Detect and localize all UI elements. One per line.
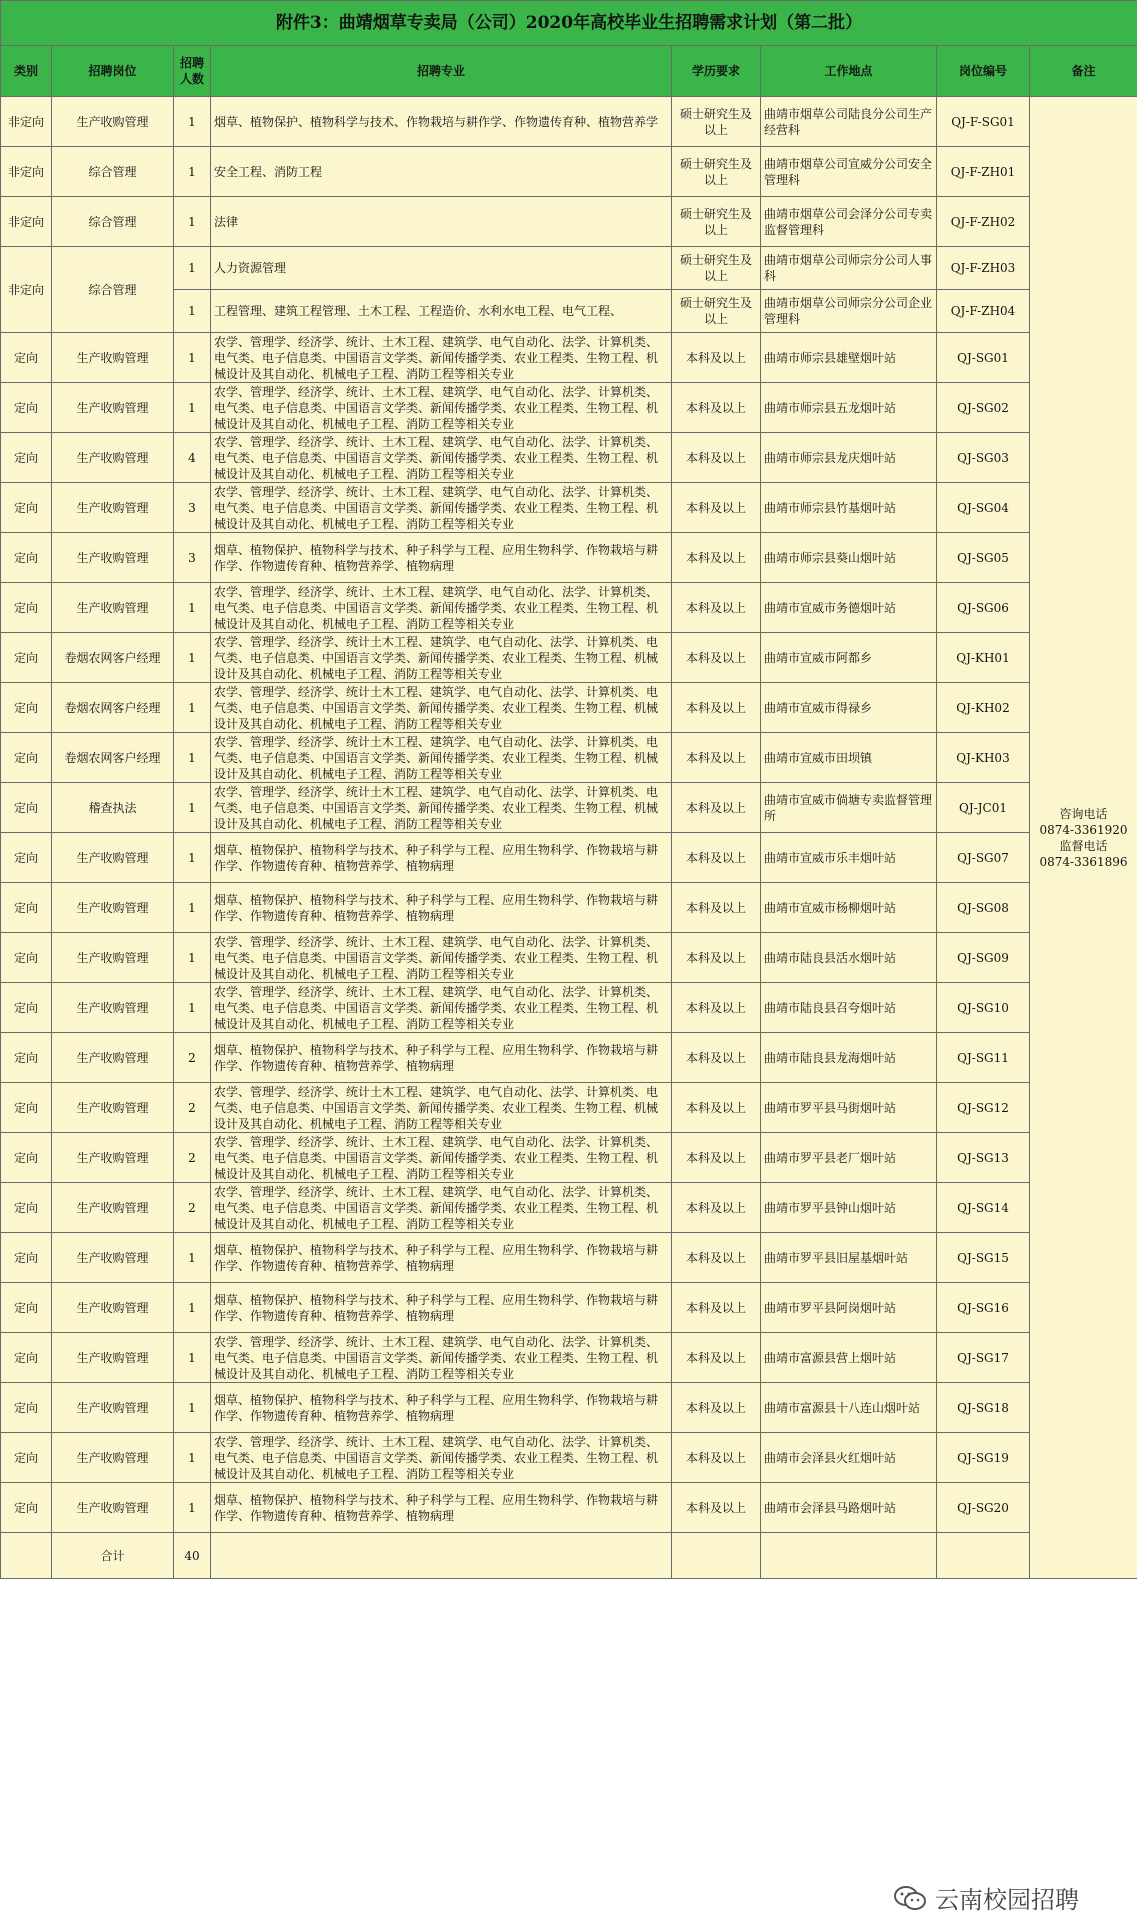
category-cell: 定向 [1, 533, 52, 583]
education-cell: 硕士研究生及以上 [672, 97, 761, 147]
header-education: 学历要求 [672, 46, 761, 97]
note-consult-label: 咨询电话 [1059, 806, 1108, 821]
position-cell: 生产收购管理 [52, 433, 174, 483]
table-row [1, 247, 1137, 290]
education-cell: 本科及以上 [672, 1233, 761, 1283]
category-cell: 定向 [1, 933, 52, 983]
count-cell: 1 [174, 1283, 211, 1333]
category-cell: 非定向 [1, 247, 52, 333]
major-cell: 农学、管理学、经济学、统计、土木工程、建筑学、电气自动化、法学、计算机类、电气类、电子信息类、中国语言文学类、新闻传播学类、农业工程类、生物工程、机械设计及其自动化、机械电子工程、消防工程等相关专业 [211, 1183, 672, 1233]
count-cell: 1 [174, 783, 211, 833]
table-row [1, 1283, 1137, 1333]
education-cell: 硕士研究生及以上 [672, 197, 761, 247]
table-row [1, 883, 1137, 933]
header-category: 类别 [1, 46, 52, 97]
category-cell: 定向 [1, 483, 52, 533]
total-row [1, 1533, 1137, 1579]
education-cell: 本科及以上 [672, 683, 761, 733]
location-cell: 曲靖市罗平县旧屋基烟叶站 [761, 1233, 937, 1283]
category-cell: 定向 [1, 1483, 52, 1533]
education-cell: 本科及以上 [672, 383, 761, 433]
note-cell [1030, 97, 1137, 1579]
category-cell: 定向 [1, 1433, 52, 1483]
total-count: 40 [174, 1533, 211, 1579]
position-cell: 卷烟农网客户经理 [52, 633, 174, 683]
count-cell: 1 [174, 383, 211, 433]
major-cell: 农学、管理学、经济学、统计、土木工程、建筑学、电气自动化、法学、计算机类、电气类、电子信息类、中国语言文学类、新闻传播学类、农业工程类、生物工程、机械设计及其自动化、机械电子工程、消防工程等相关专业 [211, 1433, 672, 1483]
code-cell: QJ-SG15 [937, 1233, 1030, 1283]
code-cell: QJ-F-ZH01 [937, 147, 1030, 197]
count-cell: 2 [174, 1033, 211, 1083]
table-row [1, 1233, 1137, 1283]
major-cell: 农学、管理学、经济学、统计土木工程、建筑学、电气自动化、法学、计算机类、电气类、电子信息类、中国语言文学类、新闻传播学类、农业工程类、生物工程、机械设计及其自动化、机械电子工程、消防工程等相关专业 [211, 1083, 672, 1133]
major-cell: 农学、管理学、经济学、统计、土木工程、建筑学、电气自动化、法学、计算机类、电气类、电子信息类、中国语言文学类、新闻传播学类、农业工程类、生物工程、机械设计及其自动化、机械电子工程、消防工程等相关专业 [211, 433, 672, 483]
education-cell: 本科及以上 [672, 1133, 761, 1183]
code-cell: QJ-F-ZH02 [937, 197, 1030, 247]
category-cell: 非定向 [1, 97, 52, 147]
count-cell: 1 [174, 933, 211, 983]
education-cell: 本科及以上 [672, 1033, 761, 1083]
major-cell: 安全工程、消防工程 [211, 147, 672, 197]
code-cell: QJ-SG20 [937, 1483, 1030, 1533]
code-cell: QJ-SG04 [937, 483, 1030, 533]
total-empty-code [937, 1533, 1030, 1579]
category-cell: 定向 [1, 383, 52, 433]
count-cell: 1 [174, 1383, 211, 1433]
category-cell: 定向 [1, 1383, 52, 1433]
position-cell: 生产收购管理 [52, 1333, 174, 1383]
major-cell: 烟草、植物保护、植物科学与技术、种子科学与工程、应用生物科学、作物栽培与耕作学、作物遗传育种、植物营养学、植物病理 [211, 833, 672, 883]
location-cell: 曲靖市师宗县竹基烟叶站 [761, 483, 937, 533]
location-cell: 曲靖市师宗县五龙烟叶站 [761, 383, 937, 433]
education-cell: 本科及以上 [672, 433, 761, 483]
count-cell: 1 [174, 97, 211, 147]
table-row [1, 633, 1137, 683]
table-row [1, 533, 1137, 583]
count-cell: 4 [174, 433, 211, 483]
code-cell: QJ-SG05 [937, 533, 1030, 583]
location-cell: 曲靖市师宗县龙庆烟叶站 [761, 433, 937, 483]
count-cell: 1 [174, 1333, 211, 1383]
code-cell: QJ-SG09 [937, 933, 1030, 983]
header-major: 招聘专业 [211, 46, 672, 97]
major-cell: 烟草、植物保护、植物科学与技术、作物栽培与耕作学、作物遗传育种、植物营养学 [211, 97, 672, 147]
watermark-text: 云南校园招聘 [935, 1886, 1079, 1914]
education-cell: 本科及以上 [672, 883, 761, 933]
education-cell: 本科及以上 [672, 333, 761, 383]
location-cell: 曲靖市陆良县龙海烟叶站 [761, 1033, 937, 1083]
education-cell: 本科及以上 [672, 733, 761, 783]
category-cell: 定向 [1, 883, 52, 933]
category-cell: 定向 [1, 683, 52, 733]
position-cell: 生产收购管理 [52, 1133, 174, 1183]
position-cell: 生产收购管理 [52, 97, 174, 147]
location-cell: 曲靖市烟草公司宣威分公司安全管理科 [761, 147, 937, 197]
count-cell: 1 [174, 290, 211, 333]
major-cell: 农学、管理学、经济学、统计、土木工程、建筑学、电气自动化、法学、计算机类、电气类、电子信息类、中国语言文学类、新闻传播学类、农业工程类、生物工程、机械设计及其自动化、机械电子工程、消防工程等相关专业 [211, 1333, 672, 1383]
table-row [1, 1083, 1137, 1133]
table-row [1, 983, 1137, 1033]
position-cell: 生产收购管理 [52, 583, 174, 633]
location-cell: 曲靖市罗平县老厂烟叶站 [761, 1133, 937, 1183]
table-row [1, 833, 1137, 883]
major-cell: 烟草、植物保护、植物科学与技术、种子科学与工程、应用生物科学、作物栽培与耕作学、作物遗传育种、植物营养学、植物病理 [211, 1233, 672, 1283]
total-label: 合计 [52, 1533, 174, 1579]
table-row [1, 1483, 1137, 1533]
code-cell: QJ-SG12 [937, 1083, 1030, 1133]
code-cell: QJ-SG14 [937, 1183, 1030, 1233]
count-cell: 1 [174, 983, 211, 1033]
major-cell: 农学、管理学、经济学、统计土木工程、建筑学、电气自动化、法学、计算机类、电气类、电子信息类、中国语言文学类、新闻传播学类、农业工程类、生物工程、机械设计及其自动化、机械电子工程、消防工程等相关专业 [211, 733, 672, 783]
major-cell: 农学、管理学、经济学、统计、土木工程、建筑学、电气自动化、法学、计算机类、电气类、电子信息类、中国语言文学类、新闻传播学类、农业工程类、生物工程、机械设计及其自动化、机械电子工程、消防工程等相关专业 [211, 1133, 672, 1183]
table-row [1, 333, 1137, 383]
count-cell: 1 [174, 197, 211, 247]
count-cell: 3 [174, 533, 211, 583]
major-cell: 农学、管理学、经济学、统计土木工程、建筑学、电气自动化、法学、计算机类、电气类、电子信息类、中国语言文学类、新闻传播学类、农业工程类、生物工程、机械设计及其自动化、机械电子工程、消防工程等相关专业 [211, 633, 672, 683]
major-cell: 农学、管理学、经济学、统计、土木工程、建筑学、电气自动化、法学、计算机类、电气类、电子信息类、中国语言文学类、新闻传播学类、农业工程类、生物工程、机械设计及其自动化、机械电子工程、消防工程等相关专业 [211, 333, 672, 383]
code-cell: QJ-SG19 [937, 1433, 1030, 1483]
position-cell: 生产收购管理 [52, 383, 174, 433]
header-position: 招聘岗位 [52, 46, 174, 97]
position-cell: 生产收购管理 [52, 1483, 174, 1533]
header-row [1, 46, 1137, 97]
location-cell: 曲靖市宣威市乐丰烟叶站 [761, 833, 937, 883]
category-cell: 定向 [1, 983, 52, 1033]
count-cell: 1 [174, 633, 211, 683]
location-cell: 曲靖市宣威市得禄乡 [761, 683, 937, 733]
education-cell: 本科及以上 [672, 1183, 761, 1233]
table-row [1, 147, 1137, 197]
education-cell: 本科及以上 [672, 933, 761, 983]
location-cell: 曲靖市罗平县马街烟叶站 [761, 1083, 937, 1133]
location-cell: 曲靖市会泽县火红烟叶站 [761, 1433, 937, 1483]
code-cell: QJ-SG13 [937, 1133, 1030, 1183]
major-cell: 人力资源管理 [211, 247, 672, 290]
code-cell: QJ-SG18 [937, 1383, 1030, 1433]
position-cell: 生产收购管理 [52, 933, 174, 983]
location-cell: 曲靖市烟草公司陆良分公司生产经营科 [761, 97, 937, 147]
location-cell: 曲靖市陆良县召夸烟叶站 [761, 983, 937, 1033]
position-cell: 生产收购管理 [52, 1383, 174, 1433]
education-cell: 本科及以上 [672, 483, 761, 533]
count-cell: 3 [174, 483, 211, 533]
table-title: 附件3：曲靖烟草专卖局（公司）2020年高校毕业生招聘需求计划（第二批） [1, 1, 1137, 46]
category-cell: 非定向 [1, 147, 52, 197]
note-supervise-phone: 0874-3361896 [1039, 854, 1128, 869]
header-count: 招聘人数 [174, 46, 211, 97]
count-cell: 1 [174, 1433, 211, 1483]
total-empty-education [672, 1533, 761, 1579]
table-row [1, 1033, 1137, 1083]
category-cell: 定向 [1, 1283, 52, 1333]
major-cell: 工程管理、建筑工程管理、土木工程、工程造价、水利水电工程、电气工程、 [211, 290, 672, 333]
watermark [893, 1880, 1079, 1915]
category-cell: 定向 [1, 783, 52, 833]
position-cell: 生产收购管理 [52, 533, 174, 583]
education-cell: 本科及以上 [672, 1333, 761, 1383]
count-cell: 1 [174, 1233, 211, 1283]
code-cell: QJ-SG17 [937, 1333, 1030, 1383]
table-row [1, 733, 1137, 783]
position-cell: 综合管理 [52, 147, 174, 197]
position-cell: 生产收购管理 [52, 1433, 174, 1483]
code-cell: QJ-JC01 [937, 783, 1030, 833]
location-cell: 曲靖市师宗县葵山烟叶站 [761, 533, 937, 583]
wechat-icon [893, 1885, 927, 1911]
location-cell: 曲靖市罗平县钟山烟叶站 [761, 1183, 937, 1233]
code-cell: QJ-SG16 [937, 1283, 1030, 1333]
major-cell: 农学、管理学、经济学、统计土木工程、建筑学、电气自动化、法学、计算机类、电气类、电子信息类、中国语言文学类、新闻传播学类、农业工程类、生物工程、机械设计及其自动化、机械电子工程、消防工程等相关专业 [211, 683, 672, 733]
category-cell: 定向 [1, 1083, 52, 1133]
note-consult-phone: 0874-3361920 [1039, 822, 1128, 837]
total-empty-major [211, 1533, 672, 1579]
count-cell: 2 [174, 1083, 211, 1133]
location-cell: 曲靖市宣威市务德烟叶站 [761, 583, 937, 633]
position-cell: 生产收购管理 [52, 883, 174, 933]
code-cell: QJ-SG03 [937, 433, 1030, 483]
total-empty-location [761, 1533, 937, 1579]
category-cell: 定向 [1, 1233, 52, 1283]
position-cell: 综合管理 [52, 197, 174, 247]
major-cell: 烟草、植物保护、植物科学与技术、种子科学与工程、应用生物科学、作物栽培与耕作学、作物遗传育种、植物营养学、植物病理 [211, 1483, 672, 1533]
table-row [1, 97, 1137, 147]
major-cell: 烟草、植物保护、植物科学与技术、种子科学与工程、应用生物科学、作物栽培与耕作学、作物遗传育种、植物营养学、植物病理 [211, 1033, 672, 1083]
education-cell: 本科及以上 [672, 1083, 761, 1133]
count-cell: 1 [174, 733, 211, 783]
code-cell: QJ-SG02 [937, 383, 1030, 433]
location-cell: 曲靖市富源县营上烟叶站 [761, 1333, 937, 1383]
table-row [1, 197, 1137, 247]
header-note: 备注 [1030, 46, 1137, 97]
major-cell: 农学、管理学、经济学、统计、土木工程、建筑学、电气自动化、法学、计算机类、电气类、电子信息类、中国语言文学类、新闻传播学类、农业工程类、生物工程、机械设计及其自动化、机械电子工程、消防工程等相关专业 [211, 483, 672, 533]
location-cell: 曲靖市罗平县阿岗烟叶站 [761, 1283, 937, 1333]
position-cell: 生产收购管理 [52, 483, 174, 533]
note-supervise-label: 监督电话 [1059, 838, 1108, 853]
education-cell: 本科及以上 [672, 1483, 761, 1533]
table-row [1, 1133, 1137, 1183]
code-cell: QJ-F-SG01 [937, 97, 1030, 147]
code-cell: QJ-SG01 [937, 333, 1030, 383]
position-cell: 卷烟农网客户经理 [52, 733, 174, 783]
major-cell: 烟草、植物保护、植物科学与技术、种子科学与工程、应用生物科学、作物栽培与耕作学、作物遗传育种、植物营养学、植物病理 [211, 883, 672, 933]
education-cell: 本科及以上 [672, 833, 761, 883]
location-cell: 曲靖市宣威市杨柳烟叶站 [761, 883, 937, 933]
major-cell: 农学、管理学、经济学、统计、土木工程、建筑学、电气自动化、法学、计算机类、电气类、电子信息类、中国语言文学类、新闻传播学类、农业工程类、生物工程、机械设计及其自动化、机械电子工程、消防工程等相关专业 [211, 933, 672, 983]
header-code: 岗位编号 [937, 46, 1030, 97]
table-row [1, 383, 1137, 433]
education-cell: 硕士研究生及以上 [672, 147, 761, 197]
location-cell: 曲靖市烟草公司师宗分公司人事科 [761, 247, 937, 290]
position-cell: 稽查执法 [52, 783, 174, 833]
table-row [1, 583, 1137, 633]
table-row [1, 1333, 1137, 1383]
position-cell: 卷烟农网客户经理 [52, 683, 174, 733]
location-cell: 曲靖市师宗县雄壁烟叶站 [761, 333, 937, 383]
category-cell: 定向 [1, 1033, 52, 1083]
location-cell: 曲靖市会泽县马路烟叶站 [761, 1483, 937, 1533]
location-cell: 曲靖市富源县十八连山烟叶站 [761, 1383, 937, 1433]
code-cell: QJ-F-ZH04 [937, 290, 1030, 333]
education-cell: 本科及以上 [672, 633, 761, 683]
count-cell: 1 [174, 883, 211, 933]
count-cell: 1 [174, 583, 211, 633]
location-cell: 曲靖市陆良县活水烟叶站 [761, 933, 937, 983]
position-cell: 生产收购管理 [52, 1033, 174, 1083]
major-cell: 烟草、植物保护、植物科学与技术、种子科学与工程、应用生物科学、作物栽培与耕作学、作物遗传育种、植物营养学、植物病理 [211, 1383, 672, 1433]
count-cell: 1 [174, 147, 211, 197]
education-cell: 本科及以上 [672, 783, 761, 833]
category-cell: 定向 [1, 1133, 52, 1183]
location-cell: 曲靖市宣威市田坝镇 [761, 733, 937, 783]
position-cell: 生产收购管理 [52, 983, 174, 1033]
code-cell: QJ-SG07 [937, 833, 1030, 883]
position-cell: 综合管理 [52, 247, 174, 333]
table-row [1, 1433, 1137, 1483]
header-location: 工作地点 [761, 46, 937, 97]
major-cell: 农学、管理学、经济学、统计、土木工程、建筑学、电气自动化、法学、计算机类、电气类、电子信息类、中国语言文学类、新闻传播学类、农业工程类、生物工程、机械设计及其自动化、机械电子工程、消防工程等相关专业 [211, 583, 672, 633]
major-cell: 农学、管理学、经济学、统计土木工程、建筑学、电气自动化、法学、计算机类、电气类、电子信息类、中国语言文学类、新闻传播学类、农业工程类、生物工程、机械设计及其自动化、机械电子工程、消防工程等相关专业 [211, 783, 672, 833]
table-row [1, 483, 1137, 533]
table-row [1, 1383, 1137, 1433]
position-cell: 生产收购管理 [52, 833, 174, 883]
count-cell: 1 [174, 683, 211, 733]
education-cell: 硕士研究生及以上 [672, 247, 761, 290]
category-cell: 定向 [1, 1183, 52, 1233]
category-cell: 定向 [1, 333, 52, 383]
count-cell: 2 [174, 1183, 211, 1233]
code-cell: QJ-KH02 [937, 683, 1030, 733]
position-cell: 生产收购管理 [52, 1183, 174, 1233]
category-cell: 定向 [1, 1333, 52, 1383]
table-row [1, 433, 1137, 483]
major-cell: 农学、管理学、经济学、统计、土木工程、建筑学、电气自动化、法学、计算机类、电气类、电子信息类、中国语言文学类、新闻传播学类、农业工程类、生物工程、机械设计及其自动化、机械电子工程、消防工程等相关专业 [211, 983, 672, 1033]
education-cell: 本科及以上 [672, 1383, 761, 1433]
code-cell: QJ-KH03 [937, 733, 1030, 783]
count-cell: 2 [174, 1133, 211, 1183]
category-cell: 定向 [1, 583, 52, 633]
count-cell: 1 [174, 833, 211, 883]
code-cell: QJ-SG06 [937, 583, 1030, 633]
category-cell: 定向 [1, 833, 52, 883]
position-cell: 生产收购管理 [52, 333, 174, 383]
location-cell: 曲靖市宣威市阿都乡 [761, 633, 937, 683]
position-cell: 生产收购管理 [52, 1083, 174, 1133]
table-row [1, 1183, 1137, 1233]
category-cell: 定向 [1, 433, 52, 483]
table-row [1, 933, 1137, 983]
location-cell: 曲靖市烟草公司师宗分公司企业管理科 [761, 290, 937, 333]
table-row [1, 783, 1137, 833]
major-cell: 法律 [211, 197, 672, 247]
major-cell: 烟草、植物保护、植物科学与技术、种子科学与工程、应用生物科学、作物栽培与耕作学、作物遗传育种、植物营养学、植物病理 [211, 1283, 672, 1333]
location-cell: 曲靖市烟草公司会泽分公司专卖监督管理科 [761, 197, 937, 247]
code-cell: QJ-F-ZH03 [937, 247, 1030, 290]
position-cell: 生产收购管理 [52, 1233, 174, 1283]
table-row [1, 683, 1137, 733]
code-cell: QJ-SG11 [937, 1033, 1030, 1083]
count-cell: 1 [174, 247, 211, 290]
education-cell: 本科及以上 [672, 1283, 761, 1333]
major-cell: 烟草、植物保护、植物科学与技术、种子科学与工程、应用生物科学、作物栽培与耕作学、作物遗传育种、植物营养学、植物病理 [211, 533, 672, 583]
category-cell: 非定向 [1, 197, 52, 247]
location-cell: 曲靖市宣威市倘塘专卖监督管理所 [761, 783, 937, 833]
code-cell: QJ-KH01 [937, 633, 1030, 683]
category-cell: 定向 [1, 733, 52, 783]
category-cell: 定向 [1, 633, 52, 683]
education-cell: 本科及以上 [672, 533, 761, 583]
major-cell: 农学、管理学、经济学、统计、土木工程、建筑学、电气自动化、法学、计算机类、电气类、电子信息类、中国语言文学类、新闻传播学类、农业工程类、生物工程、机械设计及其自动化、机械电子工程、消防工程等相关专业 [211, 383, 672, 433]
education-cell: 本科及以上 [672, 583, 761, 633]
education-cell: 硕士研究生及以上 [672, 290, 761, 333]
education-cell: 本科及以上 [672, 983, 761, 1033]
total-blank-cell [1, 1533, 52, 1579]
count-cell: 1 [174, 333, 211, 383]
count-cell: 1 [174, 1483, 211, 1533]
education-cell: 本科及以上 [672, 1433, 761, 1483]
code-cell: QJ-SG10 [937, 983, 1030, 1033]
code-cell: QJ-SG08 [937, 883, 1030, 933]
position-cell: 生产收购管理 [52, 1283, 174, 1333]
